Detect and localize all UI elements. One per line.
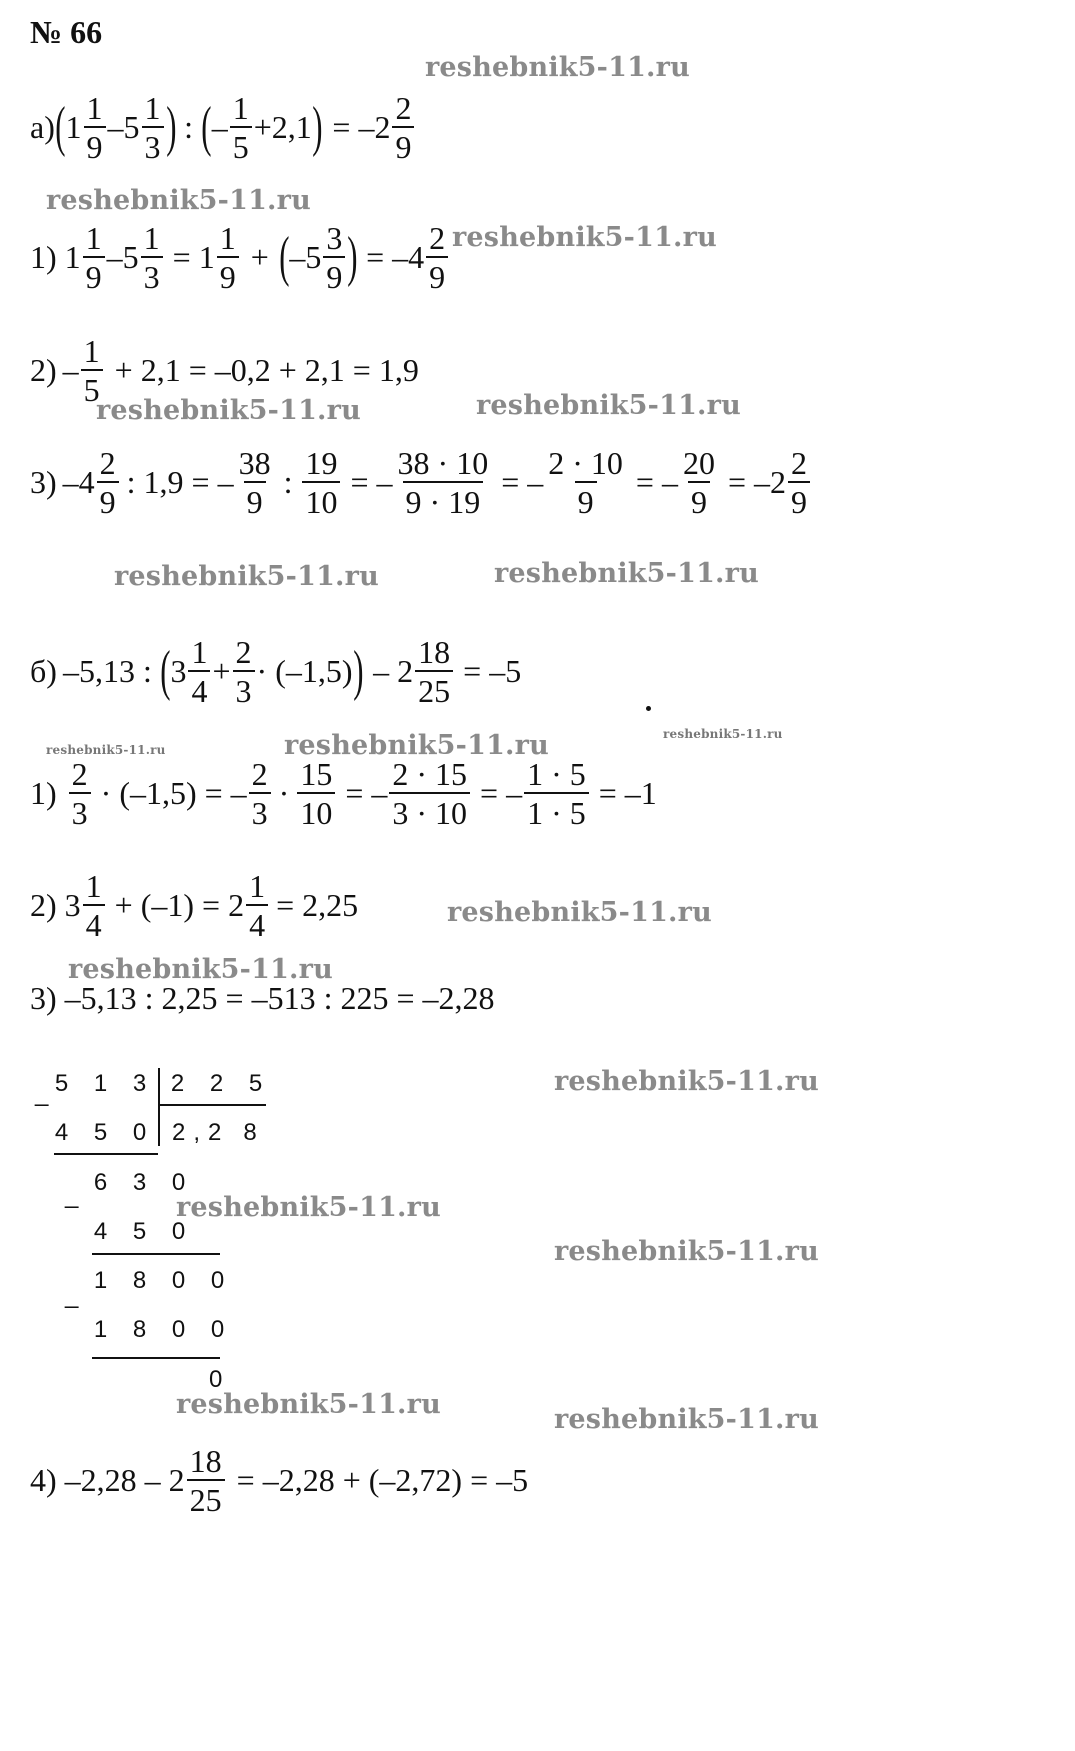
remainder-2: 1 8 0 0 (93, 1267, 225, 1294)
dividend: 5 1 3 (54, 1070, 147, 1097)
watermark: reshebnik5-11.ru (447, 897, 712, 928)
fraction: $\frac{2 \cdot 15}{3 \cdot 10}$ (389, 758, 470, 829)
fraction: $\frac{2}{9}$ (392, 92, 414, 163)
divisor: 2 2 5 (170, 1070, 263, 1097)
fraction: $\frac{2 \cdot 10}{9}$ (548, 445, 623, 520)
problem-number: № 66 (30, 14, 103, 50)
part-b-step-2: 2) 3 $\frac{1}{4}$ + (–1) = 2 $\frac{1}{4}$ = 2,25 (30, 868, 359, 943)
watermark: reshebnik5-11.ru (284, 730, 549, 761)
fraction: $\frac{2}{9}$ (97, 447, 119, 518)
watermark: reshebnik5-11.ru (46, 185, 311, 216)
fraction: $\frac{20}{9}$ (682, 445, 715, 520)
part-b-step-4: 4) –2,28 – 2 $\frac{18}{25}$ = –2,28 + (–2,72) = –5 (30, 1443, 529, 1518)
part-label: а) (30, 109, 55, 145)
final-remainder: 0 (209, 1366, 223, 1393)
fraction: $\frac{38}{9}$ (238, 445, 271, 520)
subtrahend-3: 1 8 0 0 (93, 1316, 225, 1343)
fraction: $\frac{1}{9}$ (83, 222, 105, 293)
part-a-equation: а) ( 1 $\frac{1}{9}$ – 5 $\frac{1}{3}$ ) : ( – $\frac{1}{5}$ +2,1 ) = –2 $\frac{2}{9}$ (30, 92, 416, 163)
watermark: reshebnik5-11.ru (46, 743, 166, 757)
subtrahend-2: 4 5 0 (93, 1218, 186, 1245)
watermark: reshebnik5-11.ru (494, 558, 759, 589)
fraction: $\frac{1}{9}$ (217, 222, 239, 293)
fraction: $\frac{1 \cdot 5}{1 \cdot 5}$ (524, 758, 589, 829)
fraction: $\frac{2}{9}$ (426, 222, 448, 293)
watermark: reshebnik5-11.ru (554, 1236, 819, 1267)
fraction: $\frac{1}{5}$ (230, 92, 252, 163)
fraction: $\frac{1}{3}$ (142, 92, 164, 163)
close-paren: ) (352, 640, 363, 703)
remainder-1: 6 3 0 (93, 1169, 186, 1196)
minus-sign: _ (35, 1080, 49, 1107)
minus-sign: _ (65, 1182, 79, 1209)
fraction: $\frac{2}{3}$ (233, 636, 255, 707)
fraction: $\frac{18}{25}$ (415, 636, 453, 707)
part-b-equation: б) –5,13 : ( 3 $\frac{1}{4}$ + $\frac{2}{3}$ · (–1,5) ) – 2 $\frac{18}{25}$ = –5 (30, 634, 522, 709)
fraction: $\frac{1}{4}$ (83, 870, 105, 941)
underline (92, 1357, 220, 1359)
fraction: $\frac{38 \cdot 10}{9 \cdot 19}$ (397, 445, 489, 520)
watermark: reshebnik5-11.ru (96, 395, 361, 426)
fraction: $\frac{18}{25}$ (187, 1445, 225, 1516)
close-paren: ) (347, 226, 358, 289)
watermark: reshebnik5-11.ru (68, 954, 333, 985)
fraction: $\frac{15}{10}$ (297, 758, 335, 829)
fraction: $\frac{2}{9}$ (788, 447, 810, 518)
fraction: $\frac{19}{10}$ (302, 447, 340, 518)
watermark: reshebnik5-11.ru (176, 1389, 441, 1420)
divisor-underline (160, 1104, 266, 1106)
part-a-step-1: 1) 1 $\frac{1}{9}$ – 5 $\frac{1}{3}$ = 1 $\frac{1}{9}$ + ( –5 $\frac{3}{9}$ ) = –4 $\frac{2}{9}$ (30, 222, 450, 293)
fraction: $\frac{3}{9}$ (323, 222, 345, 293)
stray-dot (646, 706, 651, 711)
open-paren: ( (278, 226, 290, 289)
watermark: reshebnik5-11.ru (114, 561, 379, 592)
watermark: reshebnik5-11.ru (452, 222, 717, 253)
fraction: $\frac{1}{4}$ (188, 636, 210, 707)
open-paren: ( (201, 96, 212, 159)
watermark: reshebnik5-11.ru (476, 390, 741, 421)
part-a-step-2: 2) – $\frac{1}{5}$ + 2,1 = –0,2 + 2,1 = 1,9 (30, 333, 419, 408)
watermark: reshebnik5-11.ru (554, 1066, 819, 1097)
underline (92, 1253, 220, 1255)
quotient: 2,2 8 (172, 1119, 265, 1146)
close-paren: ) (165, 96, 176, 159)
fraction: $\frac{1}{4}$ (246, 870, 268, 941)
fraction: $\frac{1}{5}$ (81, 335, 103, 406)
underline (54, 1153, 158, 1155)
subtrahend-1: 4 5 0 (54, 1119, 147, 1146)
watermark: reshebnik5-11.ru (554, 1404, 819, 1435)
part-a-step-3: 3) –4 $\frac{2}{9}$ : 1,9 = – $\frac{38}{9}$ : $\frac{19}{10}$ = – $\frac{38 \cdot 10}{9 \cdot 19}$ = – $\frac{2 \cdot 10}{9}$ = – $\frac{20}{9}$ = –2 $\frac{2}{9}$ (30, 447, 812, 518)
fraction: $\frac{2}{3}$ (69, 758, 91, 829)
watermark: reshebnik5-11.ru (176, 1192, 441, 1223)
fraction: $\frac{1}{3}$ (141, 222, 163, 293)
open-paren: ( (55, 96, 66, 159)
watermark: reshebnik5-11.ru (425, 52, 690, 83)
part-b-step-1: 1) $\frac{2}{3}$ · (–1,5) = – $\frac{2}{3}$ · $\frac{15}{10}$ = – $\frac{2 \cdot 15}{3 \cdot 10}$ = – $\frac{1 \cdot 5}{1 \cdot 5}$ = –1 (30, 756, 657, 831)
fraction: $\frac{2}{3}$ (249, 758, 271, 829)
minus-sign: _ (65, 1282, 79, 1309)
fraction: $\frac{1}{9}$ (84, 92, 106, 163)
part-label: б) (30, 653, 57, 689)
close-paren: ) (311, 96, 323, 159)
watermark: reshebnik5-11.ru (663, 727, 783, 741)
open-paren: ( (160, 640, 171, 703)
part-b-step-3: 3) –5,13 : 2,25 = –513 : 225 = –2,28 (30, 980, 495, 1016)
